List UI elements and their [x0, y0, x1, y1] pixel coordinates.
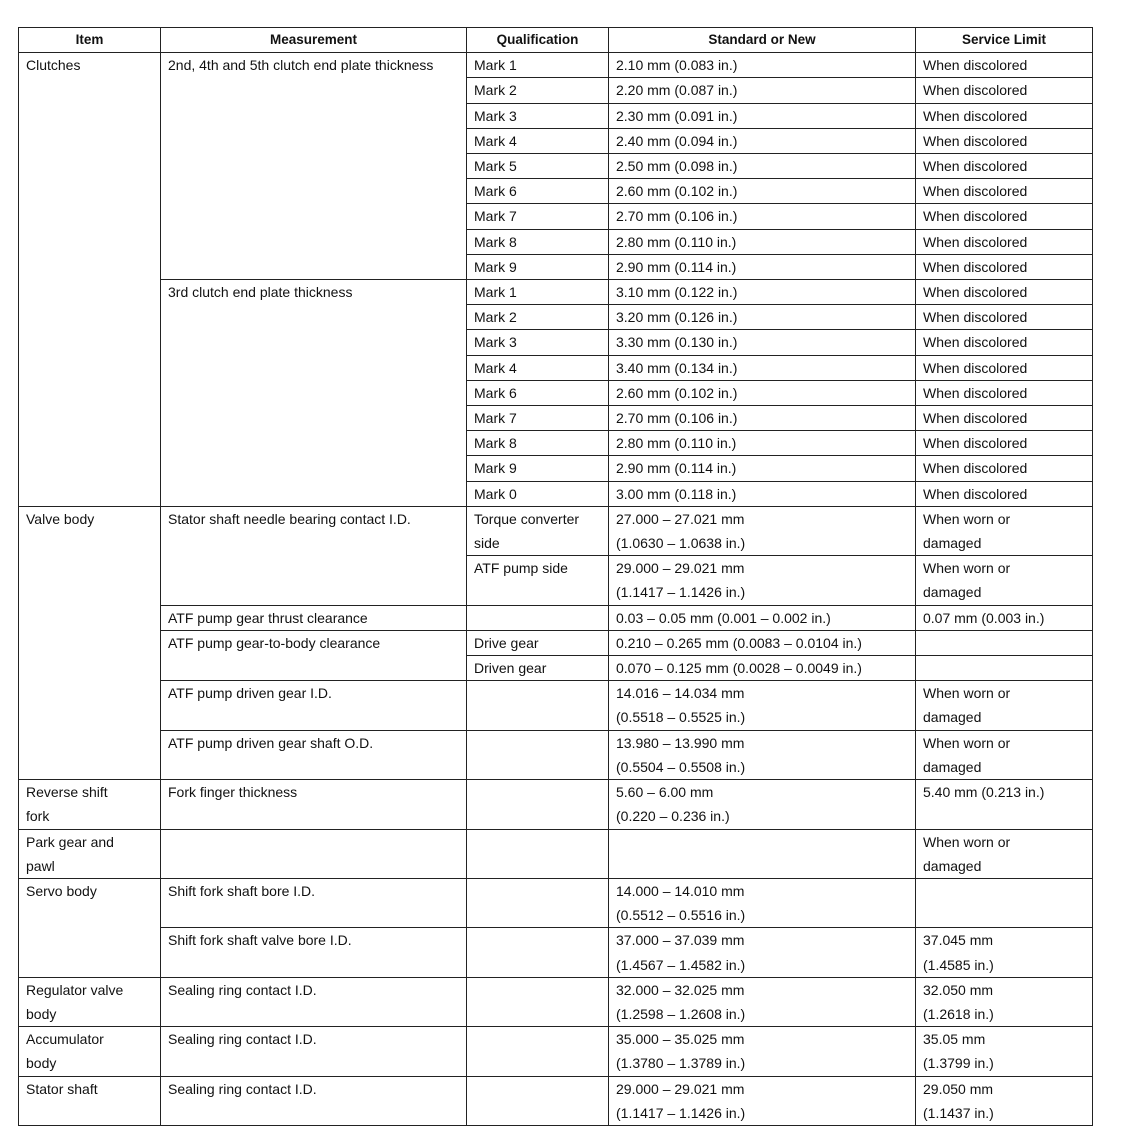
servo-body-row [19, 878, 1093, 927]
limit-cell [916, 1027, 1093, 1076]
standard-cell: 0.210 – 0.265 mm (0.0083 – 0.0104 in.) [609, 630, 916, 655]
stator-row [19, 1076, 1093, 1125]
limit-cell [916, 1076, 1093, 1125]
standard-cell: 2.70 mm (0.106 in.) [609, 406, 916, 431]
cell-line: 13.980 – 13.990 mm [616, 734, 745, 751]
header-row [19, 28, 1093, 53]
cell-line: Reverse shift [26, 784, 108, 801]
cell-line: (1.1437 in.) [923, 1104, 994, 1121]
limit-cell: When discolored [916, 305, 1093, 330]
limit-cell: When discolored [916, 229, 1093, 254]
qualification-cell [467, 780, 609, 829]
measurement-cell: Sealing ring contact I.D. [161, 977, 467, 1026]
qualification-cell: Mark 1 [467, 280, 609, 305]
qualification-cell: Mark 5 [467, 154, 609, 179]
limit-cell [916, 506, 1093, 555]
limit-cell: When discolored [916, 78, 1093, 103]
standard-cell: 2.80 mm (0.110 in.) [609, 431, 916, 456]
cell-line: When worn or [923, 833, 1011, 850]
standard-cell [609, 1076, 916, 1125]
qualification-cell: Mark 9 [467, 456, 609, 481]
qualification-cell [467, 928, 609, 977]
cell-line: (1.3799 in.) [923, 1055, 994, 1072]
cell-line: (1.2598 – 1.2608 in.) [616, 1005, 746, 1022]
cell-line: (1.3780 – 1.3789 in.) [616, 1055, 746, 1072]
header-service-limit: Service Limit [916, 28, 1093, 53]
item-park-gear [19, 829, 161, 878]
standard-cell [609, 829, 916, 878]
cell-line: (0.220 – 0.236 in.) [616, 808, 730, 825]
cell-line: 35.05 mm [923, 1031, 986, 1048]
limit-cell [916, 681, 1093, 730]
limit-cell: When discolored [916, 280, 1093, 305]
cell-line: 14.000 – 14.010 mm [616, 882, 745, 899]
cell-line: (1.1417 – 1.1426 in.) [616, 584, 746, 601]
limit-cell [916, 977, 1093, 1026]
limit-cell [916, 630, 1093, 655]
cell-line: 29.050 mm [923, 1080, 994, 1097]
limit-cell: When discolored [916, 456, 1093, 481]
qualification-cell: Mark 8 [467, 431, 609, 456]
limit-cell: When discolored [916, 128, 1093, 153]
measurement-cell: ATF pump driven gear I.D. [161, 681, 467, 730]
limit-cell: When discolored [916, 330, 1093, 355]
qualification-cell [467, 977, 609, 1026]
limit-cell: When discolored [916, 179, 1093, 204]
standard-cell: 2.80 mm (0.110 in.) [609, 229, 916, 254]
measurement-cell: ATF pump gear-to-body clearance [161, 630, 467, 680]
standard-cell [609, 977, 916, 1026]
cell-line: (1.4567 – 1.4582 in.) [616, 956, 746, 973]
cell-line: (0.5512 – 0.5516 in.) [616, 907, 746, 924]
item-stator-shaft: Stator shaft [19, 1076, 161, 1125]
qualification-cell: Mark 4 [467, 128, 609, 153]
header-item: Item [19, 28, 161, 53]
qualification-cell: Mark 8 [467, 229, 609, 254]
limit-cell: When discolored [916, 103, 1093, 128]
limit-cell: When discolored [916, 355, 1093, 380]
cell-line: 29.000 – 29.021 mm [616, 1080, 745, 1097]
cell-line: Accumulator [26, 1031, 104, 1048]
item-servo-body: Servo body [19, 878, 161, 977]
qualification-cell [467, 681, 609, 730]
qualification-cell [467, 730, 609, 779]
header-standard: Standard or New [609, 28, 916, 53]
valve-body-row [19, 605, 1093, 630]
standard-cell: 2.60 mm (0.102 in.) [609, 179, 916, 204]
cell-line: (0.5504 – 0.5508 in.) [616, 758, 746, 775]
qualification-cell [467, 605, 609, 630]
standard-cell [609, 730, 916, 779]
cell-line: damaged [923, 758, 982, 775]
standard-cell [609, 506, 916, 555]
park-gear-row [19, 829, 1093, 878]
specifications-table [18, 27, 1093, 1126]
standard-cell: 2.10 mm (0.083 in.) [609, 53, 916, 78]
item-clutches: Clutches [19, 53, 161, 507]
clutch-row [19, 53, 1093, 78]
cell-line: 14.016 – 14.034 mm [616, 685, 745, 702]
measurement-cell: 2nd, 4th and 5th clutch end plate thickness [161, 53, 467, 280]
qualification-cell: Driven gear [467, 656, 609, 681]
limit-cell [916, 878, 1093, 927]
item-accumulator-body [19, 1027, 161, 1076]
standard-cell: 2.90 mm (0.114 in.) [609, 456, 916, 481]
limit-cell [916, 829, 1093, 878]
item-regulator-valve-body [19, 977, 161, 1026]
standard-cell: 0.03 – 0.05 mm (0.001 – 0.002 in.) [609, 605, 916, 630]
standard-cell: 2.50 mm (0.098 in.) [609, 154, 916, 179]
cell-line: 32.050 mm [923, 981, 994, 998]
cell-line: Park gear and [26, 833, 114, 850]
header-qualification: Qualification [467, 28, 609, 53]
qualification-cell: Mark 7 [467, 204, 609, 229]
qualification-cell: Mark 0 [467, 481, 609, 506]
qualification-cell [467, 1027, 609, 1076]
qualification-cell [467, 506, 609, 555]
cell-line: 27.000 – 27.021 mm [616, 510, 745, 527]
limit-cell [916, 556, 1093, 605]
cell-line: 35.000 – 35.025 mm [616, 1031, 745, 1048]
cell-line: When worn or [923, 685, 1011, 702]
cell-line: When worn or [923, 560, 1011, 577]
qualification-cell [467, 878, 609, 927]
standard-cell: 2.60 mm (0.102 in.) [609, 380, 916, 405]
valve-body-row [19, 730, 1093, 779]
standard-cell [609, 878, 916, 927]
valve-body-row [19, 681, 1093, 730]
measurement-cell: 3rd clutch end plate thickness [161, 280, 467, 507]
limit-cell: When discolored [916, 204, 1093, 229]
standard-cell: 2.20 mm (0.087 in.) [609, 78, 916, 103]
cell-line: (1.1417 – 1.1426 in.) [616, 1104, 746, 1121]
limit-cell: When discolored [916, 406, 1093, 431]
cell-line: damaged [923, 857, 982, 874]
cell-line: 32.000 – 32.025 mm [616, 981, 745, 998]
qualification-cell [467, 1076, 609, 1125]
clutch-row [19, 280, 1093, 305]
measurement-cell: Shift fork shaft bore I.D. [161, 878, 467, 927]
cell-line: damaged [923, 584, 982, 601]
qualification-cell: Mark 3 [467, 330, 609, 355]
standard-cell: 2.90 mm (0.114 in.) [609, 254, 916, 279]
servo-body-row [19, 928, 1093, 977]
cell-line: (1.2618 in.) [923, 1005, 994, 1022]
cell-line: When worn or [923, 734, 1011, 751]
cell-line: body [26, 1055, 57, 1072]
qualification-cell: Mark 2 [467, 78, 609, 103]
measurement-cell: Sealing ring contact I.D. [161, 1027, 467, 1076]
standard-cell: 3.20 mm (0.126 in.) [609, 305, 916, 330]
limit-cell: 5.40 mm (0.213 in.) [916, 780, 1093, 829]
valve-body-row [19, 506, 1093, 555]
cell-line: Regulator valve [26, 981, 124, 998]
item-valve-body: Valve body [19, 506, 161, 779]
standard-cell: 3.30 mm (0.130 in.) [609, 330, 916, 355]
standard-cell: 3.10 mm (0.122 in.) [609, 280, 916, 305]
limit-cell [916, 730, 1093, 779]
valve-body-row [19, 630, 1093, 655]
limit-cell: 0.07 mm (0.003 in.) [916, 605, 1093, 630]
standard-cell: 3.00 mm (0.118 in.) [609, 481, 916, 506]
standard-cell: 2.30 mm (0.091 in.) [609, 103, 916, 128]
cell-line: 29.000 – 29.021 mm [616, 560, 745, 577]
cell-line: body [26, 1005, 57, 1022]
standard-cell [609, 780, 916, 829]
cell-line: damaged [923, 709, 982, 726]
cell-line: 37.045 mm [923, 932, 994, 949]
cell-line: (1.0630 – 1.0638 in.) [616, 535, 746, 552]
qualification-cell: Mark 9 [467, 254, 609, 279]
qualification-cell: Mark 7 [467, 406, 609, 431]
cell-line: When worn or [923, 510, 1011, 527]
limit-cell: When discolored [916, 53, 1093, 78]
qualification-cell [467, 829, 609, 878]
accumulator-row [19, 1027, 1093, 1076]
limit-cell: When discolored [916, 481, 1093, 506]
standard-cell: 2.40 mm (0.094 in.) [609, 128, 916, 153]
cell-line: damaged [923, 535, 982, 552]
limit-cell: When discolored [916, 431, 1093, 456]
standard-cell: 2.70 mm (0.106 in.) [609, 204, 916, 229]
cell-line: 5.60 – 6.00 mm [616, 784, 714, 801]
reverse-fork-row [19, 780, 1093, 829]
qualification-cell: Mark 1 [467, 53, 609, 78]
header-measurement: Measurement [161, 28, 467, 53]
qualification-cell: ATF pump side [467, 556, 609, 605]
standard-cell [609, 556, 916, 605]
limit-cell: When discolored [916, 254, 1093, 279]
qualification-cell: Mark 2 [467, 305, 609, 330]
limit-cell [916, 928, 1093, 977]
limit-cell [916, 656, 1093, 681]
qualification-cell: Drive gear [467, 630, 609, 655]
cell-line: pawl [26, 857, 55, 874]
measurement-cell: Shift fork shaft valve bore I.D. [161, 928, 467, 977]
qualification-cell: Mark 6 [467, 179, 609, 204]
qualification-cell: Mark 4 [467, 355, 609, 380]
standard-cell [609, 681, 916, 730]
qualification-cell: Mark 3 [467, 103, 609, 128]
measurement-cell: Stator shaft needle bearing contact I.D. [161, 506, 467, 605]
cell-line: 37.000 – 37.039 mm [616, 932, 745, 949]
cell-line: fork [26, 808, 50, 825]
item-reverse-shift-fork [19, 780, 161, 829]
standard-cell [609, 928, 916, 977]
qualification-cell: Mark 6 [467, 380, 609, 405]
limit-cell: When discolored [916, 380, 1093, 405]
standard-cell: 0.070 – 0.125 mm (0.0028 – 0.0049 in.) [609, 656, 916, 681]
standard-cell [609, 1027, 916, 1076]
limit-cell: When discolored [916, 154, 1093, 179]
measurement-cell: ATF pump driven gear shaft O.D. [161, 730, 467, 779]
cell-line: Torque converter [474, 510, 580, 527]
measurement-cell [161, 829, 467, 878]
measurement-cell: ATF pump gear thrust clearance [161, 605, 467, 630]
cell-line: side [474, 535, 500, 552]
regulator-row [19, 977, 1093, 1026]
cell-line: (1.4585 in.) [923, 956, 994, 973]
measurement-cell: Fork finger thickness [161, 780, 467, 829]
measurement-cell: Sealing ring contact I.D. [161, 1076, 467, 1125]
cell-line: (0.5518 – 0.5525 in.) [616, 709, 746, 726]
standard-cell: 3.40 mm (0.134 in.) [609, 355, 916, 380]
